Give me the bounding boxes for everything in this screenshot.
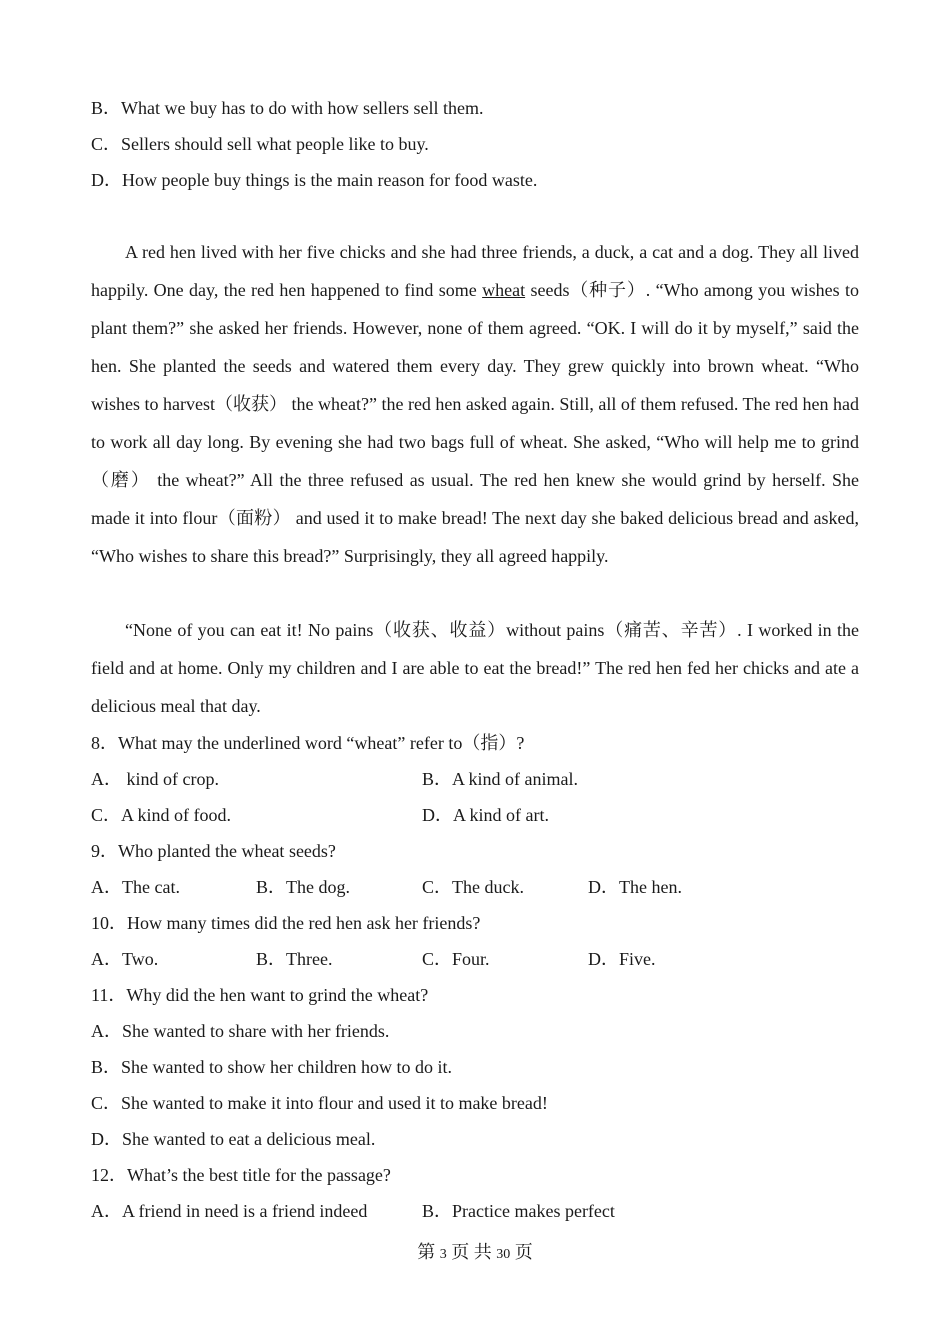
q10-option-a: A．Two. [91, 949, 159, 969]
prev-option-c: C．Sellers should sell what people like to buy. [91, 134, 429, 154]
q11-option-d: D．She wanted to eat a delicious meal. [91, 1129, 376, 1149]
page-footer [0, 1242, 950, 1265]
prev-option-b: B．What we buy has to do with how sellers sell them. [91, 98, 484, 118]
underlined-word-wheat: wheat [482, 280, 526, 300]
footer-prefix: 第 [417, 1242, 436, 1262]
q8-option-c: C．A kind of food. [91, 805, 232, 825]
footer-suffix: 页 [514, 1242, 533, 1262]
footer-total-pages: 30 [496, 1247, 511, 1262]
question-8-stem: 8．What may the underlined word “wheat” refer to（指）? [91, 733, 525, 753]
passage-text: A red hen lived with her five chicks and she had three friends, a duck, a cat and a dog. They all lived happily. One day, the red hen happened to find some [91, 242, 859, 300]
q12-option-a: A．A friend in need is a friend indeed [91, 1201, 368, 1221]
question-12-stem: 12．What’s the best title for the passage? [91, 1165, 391, 1185]
prev-option-d: D．How people buy things is the main reason for food waste. [91, 170, 538, 190]
q8-option-b: B．A kind of animal. [422, 769, 578, 789]
footer-mid: 页 共 [451, 1242, 492, 1262]
question-10-stem: 10．How many times did the red hen ask her friends? [91, 913, 481, 933]
passage-text: seeds（种子）. “Who among you wishes to plant them?” she asked her friends. However, none of them agreed. “OK. I will do it by myself,” said the hen. She planted the seeds and watered them every day. They grew quickly into brown wheat. “Who wishes to harvest（收获） the wheat?” the red hen asked again. Still, all of them refused. The red hen had to work all day long. By evening she had two bags full of wheat. She asked, “Who will help me to grind（磨） the wheat?” All the three refused as usual. The red hen knew she would grind by herself. She made it into flour（面粉） and used it to make bread! The next day she baked delicious bread and asked, “Who wishes to share this bread?” Surprisingly, they all agreed happily. [91, 280, 859, 566]
passage-paragraph-2: “None of you can eat it! No pains（收获、收益）without pains（痛苦、辛苦）. I worked in the field and at home. Only my children and I are able to eat the bread!” The red hen fed her chicks and ate a delicious meal that day. [91, 620, 859, 716]
q10-option-b: B．Three. [256, 949, 333, 969]
q11-option-a: A．She wanted to share with her friends. [91, 1021, 390, 1041]
q9-option-c: C．The duck. [422, 877, 524, 897]
q9-option-d: D．The hen. [588, 877, 682, 897]
question-11-stem: 11．Why did the hen want to grind the wheat? [91, 985, 429, 1005]
footer-page-number: 3 [439, 1247, 447, 1262]
question-9-stem: 9．Who planted the wheat seeds? [91, 841, 336, 861]
q9-option-a: A．The cat. [91, 877, 180, 897]
q9-option-b: B．The dog. [256, 877, 350, 897]
q8-option-a: A． kind of crop. [91, 769, 219, 789]
passage-paragraph-1 [91, 233, 859, 575]
q10-option-c: C．Four. [422, 949, 490, 969]
q8-option-d: D．A kind of art. [422, 805, 549, 825]
q11-option-b: B．She wanted to show her children how to do it. [91, 1057, 452, 1077]
q11-option-c: C．She wanted to make it into flour and used it to make bread! [91, 1093, 548, 1113]
q10-option-d: D．Five. [588, 949, 656, 969]
q12-option-b: B．Practice makes perfect [422, 1201, 615, 1221]
